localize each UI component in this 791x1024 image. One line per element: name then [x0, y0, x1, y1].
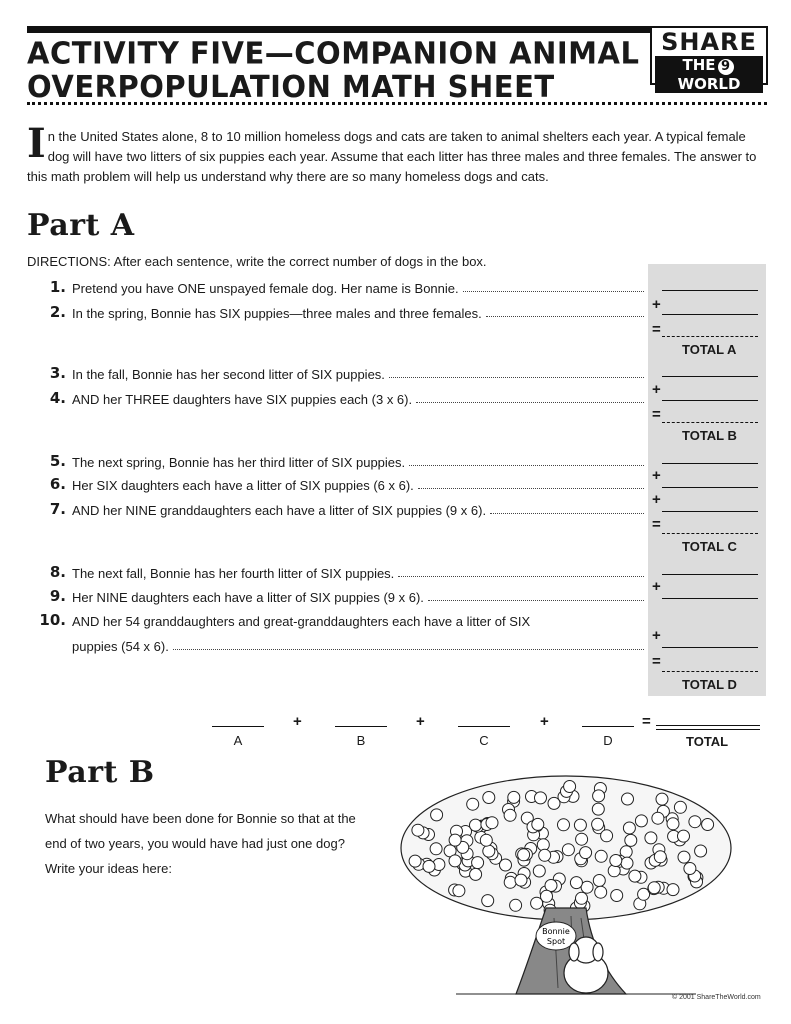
puppy-head-icon — [558, 819, 570, 831]
puppy-head-icon — [449, 855, 461, 867]
puppy-head-icon — [467, 798, 479, 810]
part-a-heading: Part A — [27, 208, 135, 243]
copyright: © 2001 ShareTheWorld.com — [672, 994, 761, 1001]
puppy-head-icon — [430, 843, 442, 855]
puppy-head-icon — [470, 868, 482, 880]
item-text: AND her THREE daughters have SIX puppies each (3 x 6). — [72, 392, 413, 407]
puppy-head-icon — [595, 886, 607, 898]
item-3 — [30, 362, 644, 382]
puppy-head-icon — [570, 877, 582, 889]
total-a-label: TOTAL A — [682, 342, 737, 357]
puppy-head-icon — [623, 822, 635, 834]
puppy-head-icon — [453, 885, 465, 897]
logo-nine: 9 — [718, 59, 734, 75]
equals-sign: = — [652, 406, 661, 423]
dot-leader — [463, 290, 644, 292]
puppy-head-icon — [483, 792, 495, 804]
puppy-head-icon — [562, 844, 574, 856]
item-4 — [30, 387, 644, 407]
puppy-head-icon — [601, 830, 613, 842]
part-b-question: What should have been done for Bonnie so that at the end of two years, you would have had just one dog? Write your ideas here: — [45, 811, 356, 876]
item-1 — [30, 276, 644, 296]
item-text: puppies (54 x 6). — [72, 639, 169, 654]
dot-leader — [173, 648, 644, 650]
puppy-head-icon — [629, 870, 641, 882]
plus-sign: + — [652, 296, 661, 313]
item-text: In the fall, Bonnie has her second litter of SIX puppies. — [72, 367, 385, 382]
puppy-head-icon — [667, 884, 679, 896]
page-title — [27, 36, 639, 103]
grand-total-label: TOTAL — [686, 734, 729, 749]
answer-line[interactable] — [662, 314, 758, 315]
puppy-head-icon — [574, 819, 586, 831]
item-number: 10. — [39, 611, 66, 629]
plus-sign: + — [652, 381, 661, 398]
plus-sign: + — [540, 713, 549, 730]
puppy-head-icon — [518, 849, 530, 861]
answer-line[interactable] — [662, 598, 758, 599]
dot-leader — [416, 401, 644, 403]
puppy-head-icon — [622, 793, 634, 805]
item-text: AND her NINE granddaughters each have a litter of SIX puppies (9 x 6). — [72, 503, 487, 518]
item-number: 9. — [49, 587, 66, 605]
grand-total-line-2 — [656, 729, 760, 730]
puppy-head-icon — [656, 793, 668, 805]
item-2 — [30, 301, 644, 321]
puppy-head-icon — [541, 890, 553, 902]
answer-line[interactable] — [662, 290, 758, 291]
dot-leader — [490, 512, 644, 514]
item-9 — [30, 585, 644, 605]
puppy-head-icon — [532, 818, 544, 830]
puppy-head-icon — [510, 899, 522, 911]
puppy-head-icon — [621, 857, 633, 869]
item-number: 2. — [49, 303, 66, 321]
sum-label-d: D — [603, 733, 613, 748]
total-b-label: TOTAL B — [682, 428, 737, 443]
puppy-head-icon — [654, 851, 666, 863]
answer-line[interactable] — [662, 647, 758, 648]
equals-sign: = — [652, 516, 661, 533]
total-line[interactable] — [662, 533, 758, 534]
dotted-divider — [27, 102, 767, 105]
item-number: 1. — [49, 278, 66, 296]
item-6 — [30, 473, 644, 493]
total-d-label: TOTAL D — [682, 677, 737, 692]
puppy-head-icon — [483, 845, 495, 857]
plus-sign: + — [293, 713, 302, 730]
puppy-head-icon — [500, 859, 512, 871]
puppy-head-icon — [449, 834, 461, 846]
total-line[interactable] — [662, 422, 758, 423]
equals-sign: = — [652, 653, 661, 670]
answer-line[interactable] — [662, 400, 758, 401]
logo-share: SHARE — [661, 28, 757, 56]
directions: DIRECTIONS: After each sentence, write the correct number of dogs in the box. — [27, 254, 487, 269]
puppy-head-icon — [689, 816, 701, 828]
plus-sign: + — [652, 491, 661, 508]
logo-the: THE — [682, 56, 716, 74]
puppy-head-icon — [515, 874, 527, 886]
item-10 — [30, 609, 644, 629]
puppy-head-icon — [576, 833, 588, 845]
answer-line[interactable] — [662, 511, 758, 512]
puppy-head-icon — [533, 865, 545, 877]
puppy-head-icon — [625, 834, 637, 846]
puppy-head-icon — [635, 815, 647, 827]
puppy-head-icon — [684, 863, 696, 875]
puppy-head-icon — [412, 824, 424, 836]
puppy-head-icon — [564, 781, 576, 793]
puppy-head-icon — [702, 819, 714, 831]
puppy-head-icon — [667, 818, 679, 830]
total-c-label: TOTAL C — [682, 539, 737, 554]
sitting-dog-icon — [564, 937, 608, 993]
item-number: 3. — [49, 364, 66, 382]
puppy-head-icon — [576, 892, 588, 904]
puppy-head-icon — [480, 834, 492, 846]
dot-leader — [398, 575, 644, 577]
share-the-world-logo — [650, 26, 768, 93]
item-number: 4. — [49, 389, 66, 407]
item-text: AND her 54 granddaughters and great-granddaughters each have a litter of SIX — [72, 614, 531, 629]
plus-sign: + — [652, 627, 661, 644]
tree-label-bonnie: Bonnie — [542, 927, 570, 936]
sum-label-b: B — [356, 733, 366, 748]
puppy-head-icon — [610, 855, 622, 867]
puppy-head-icon — [539, 849, 551, 861]
puppy-head-icon — [593, 790, 605, 802]
sum-line-a[interactable] — [212, 726, 264, 727]
total-line[interactable] — [662, 336, 758, 337]
puppy-head-icon — [486, 817, 498, 829]
answer-line[interactable] — [662, 376, 758, 377]
puppy-head-icon — [470, 819, 482, 831]
puppy-head-icon — [423, 860, 435, 872]
puppy-head-icon — [535, 792, 547, 804]
puppy-head-icon — [652, 812, 664, 824]
logo-world: WORLD — [677, 75, 741, 93]
answer-column — [648, 264, 766, 696]
bonnie-family-tree-illustration — [376, 768, 766, 1004]
item-5 — [30, 450, 644, 470]
puppy-head-icon — [548, 797, 560, 809]
puppy-head-icon — [678, 851, 690, 863]
puppy-head-icon — [537, 839, 549, 851]
item-text: In the spring, Bonnie has SIX puppies—three males and three females. — [72, 306, 482, 321]
total-line[interactable] — [662, 671, 758, 672]
item-number: 6. — [49, 475, 66, 493]
part-b-heading: Part B — [45, 755, 155, 790]
item-text: Pretend you have ONE unspayed female dog. Her name is Bonnie. — [72, 281, 459, 296]
item-7 — [30, 498, 644, 518]
puppy-head-icon — [678, 830, 690, 842]
puppy-head-icon — [592, 818, 604, 830]
puppy-head-icon — [695, 845, 707, 857]
item-text: The next fall, Bonnie has her fourth litter of SIX puppies. — [72, 566, 395, 581]
item-10-continued — [72, 634, 644, 654]
sum-line-d[interactable] — [582, 726, 634, 727]
dot-leader — [428, 599, 644, 601]
puppy-head-icon — [431, 809, 443, 821]
puppy-head-icon — [581, 881, 593, 893]
dot-leader — [409, 464, 644, 466]
puppy-head-icon — [592, 803, 604, 815]
item-number: 5. — [49, 452, 66, 470]
tree-label-spot: Spot — [546, 937, 566, 946]
puppy-head-icon — [504, 876, 516, 888]
item-text: Her NINE daughters each have a litter of SIX puppies (9 x 6). — [72, 590, 424, 605]
puppy-head-icon — [595, 850, 607, 862]
puppy-head-icon — [545, 880, 557, 892]
puppy-head-icon — [593, 875, 605, 887]
dot-leader — [486, 315, 644, 317]
plus-sign: + — [416, 713, 425, 730]
dot-leader — [418, 487, 644, 489]
puppy-head-icon — [504, 809, 516, 821]
dot-leader — [389, 376, 644, 378]
item-text: The next spring, Bonnie has her third litter of SIX puppies. — [72, 455, 406, 470]
sum-label-a: A — [233, 733, 243, 748]
puppy-head-icon — [409, 855, 421, 867]
drop-cap: I — [27, 120, 46, 167]
item-text: Her SIX daughters each have a litter of SIX puppies (6 x 6). — [72, 478, 414, 493]
puppy-head-icon — [508, 791, 520, 803]
item-8 — [30, 561, 644, 581]
plus-sign: + — [652, 467, 661, 484]
title-line-1: ACTIVITY FIVE—COMPANION ANIMAL — [27, 34, 640, 71]
puppy-head-icon — [611, 890, 623, 902]
sum-line-c[interactable] — [458, 726, 510, 727]
answer-line[interactable] — [662, 463, 758, 464]
puppy-head-icon — [674, 801, 686, 813]
answer-line[interactable] — [662, 487, 758, 488]
puppy-head-icon — [472, 857, 484, 869]
intro-paragraph — [27, 120, 765, 187]
puppy-head-icon — [645, 832, 657, 844]
logo-the-world — [655, 56, 763, 93]
puppy-head-icon — [482, 895, 494, 907]
grand-total-line[interactable] — [656, 725, 760, 726]
plus-sign: + — [652, 578, 661, 595]
item-number: 8. — [49, 563, 66, 581]
answer-line[interactable] — [662, 574, 758, 575]
puppy-head-icon — [580, 847, 592, 859]
title-line-2: OVERPOPULATION MATH SHEET — [27, 68, 555, 105]
equals-sign: = — [642, 713, 651, 730]
sum-label-c: C — [479, 733, 489, 748]
intro-text: n the United States alone, 8 to 10 million homeless dogs and cats are taken to animal shelters each year. A typical female dog will have two litters of six puppies each year. Assume that each litter has three males and three females. The answer to this math problem will help us understand why there are so many homeless dogs and cats. — [27, 129, 757, 184]
puppy-head-icon — [648, 882, 660, 894]
sum-line-b[interactable] — [335, 726, 387, 727]
item-number: 7. — [49, 500, 66, 518]
equals-sign: = — [652, 321, 661, 338]
